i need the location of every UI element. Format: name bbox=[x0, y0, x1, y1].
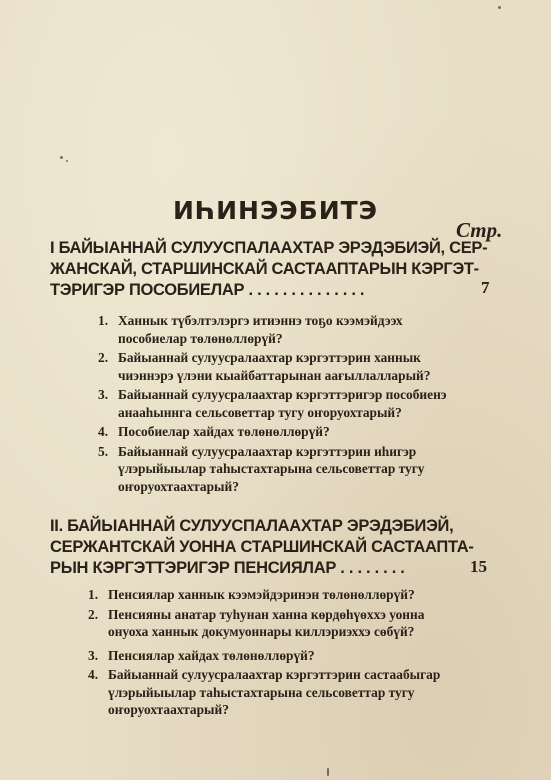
question-text: Байыаннай сулуусpалаахтар кэргэттэригэр пособиенэ анааһыннга сельсоветтар тугу оҥоруохтарый? bbox=[118, 387, 447, 420]
question-number: 3. bbox=[98, 387, 109, 402]
question-number: 2. bbox=[88, 606, 99, 622]
section-1-heading-line: I БАЙЫАННАЙ СУЛУУСПАЛААХТАР ЭРЭДЭБИЭЙ, СЕР- bbox=[50, 239, 488, 257]
question-text: Байыаннай сулуусpалаахтар кэргэттэрин ханнык чиэннэрэ үлэни кыайбаттарынан аағыллалларый? bbox=[118, 350, 431, 383]
question-text: Пенсияны анатар туһунан ханна көрдөһүөххэ уонна онуоха ханнык докумуоннары киллэриэххэ сөбүй? bbox=[108, 606, 425, 639]
page-title: ИҺИНЭЭБИТЭ bbox=[172, 196, 379, 225]
question-item bbox=[98, 423, 470, 441]
question-text: Пособиелар хайдах төлөнөллөрүй? bbox=[118, 424, 330, 439]
section-1-heading bbox=[50, 238, 487, 301]
section-2-heading bbox=[50, 516, 474, 579]
section-1-heading-line: ЖАНСКАЙ, СТАРШИНСКАЙ САСТААПТАРЫН КЭРГЭТ- bbox=[50, 260, 479, 278]
question-text: Пенсиялар ханнык кээмэйдэринэн төлөнөллөрүй? bbox=[108, 587, 415, 602]
ink-speck bbox=[60, 156, 63, 159]
question-number: 4. bbox=[98, 424, 109, 439]
section-2-heading-line: II. БАЙЫАННАЙ СУЛУУСПАЛААХТАР ЭРЭДЭБИЭЙ, bbox=[50, 517, 454, 535]
page-column-label: Стр. bbox=[456, 218, 503, 242]
ink-speck bbox=[498, 6, 501, 9]
question-number: 1. bbox=[88, 587, 99, 602]
question-item bbox=[88, 666, 463, 719]
question-number: 4. bbox=[88, 667, 99, 682]
question-number: 1. bbox=[98, 313, 109, 328]
section-1-questions bbox=[98, 312, 470, 497]
question-number: 2. bbox=[98, 350, 109, 365]
question-item bbox=[98, 349, 470, 384]
question-text: Байыаннай сулуусpалаахтар кэргэттэрин састаабыгар үлэрыйыылар таһыстахтарына сельсоветтар тугу оҥоруохтаахтарый? bbox=[108, 667, 441, 717]
question-item bbox=[98, 386, 470, 421]
ink-speck bbox=[66, 160, 68, 162]
question-text: Пенсиялар хайдах төлөнөллөрүй? bbox=[108, 647, 315, 663]
question-number: 3. bbox=[88, 647, 99, 663]
question-text: Ханнык түбэлтэлэргэ итиэннэ тоҕо кээмэйдээх пособиелар төлөнөллөрүй? bbox=[118, 313, 403, 346]
question-item bbox=[88, 606, 463, 641]
question-item bbox=[98, 443, 470, 496]
section-2-heading-line: РЫН КЭРГЭТТЭРИГЭР ПЕНСИЯЛАР . . . . . . . . bbox=[50, 559, 405, 577]
section-1-page-number: 7 bbox=[481, 278, 490, 297]
ink-speck bbox=[327, 768, 329, 776]
question-item bbox=[88, 647, 463, 665]
question-number: 5. bbox=[98, 443, 109, 459]
section-2-heading-line: СЕРЖАНТСКАЙ УОННА СТАРШИНСКАЙ САСТААПТА- bbox=[50, 538, 474, 556]
section-1-heading-line: ТЭРИГЭР ПОСОБИЕЛАР . . . . . . . . . . . . . . bbox=[50, 281, 365, 299]
question-text: Байыаннай сулуусpалаахтар кэргэттэрин иһигэр үлэрыйыылар таһыстахтарына сельсоветтар тугу оҥоруохтаахтарый? bbox=[118, 443, 425, 494]
section-2-page-number: 15 bbox=[470, 557, 487, 576]
question-item bbox=[98, 312, 470, 347]
section-2-questions bbox=[88, 586, 463, 721]
question-item bbox=[88, 586, 463, 604]
